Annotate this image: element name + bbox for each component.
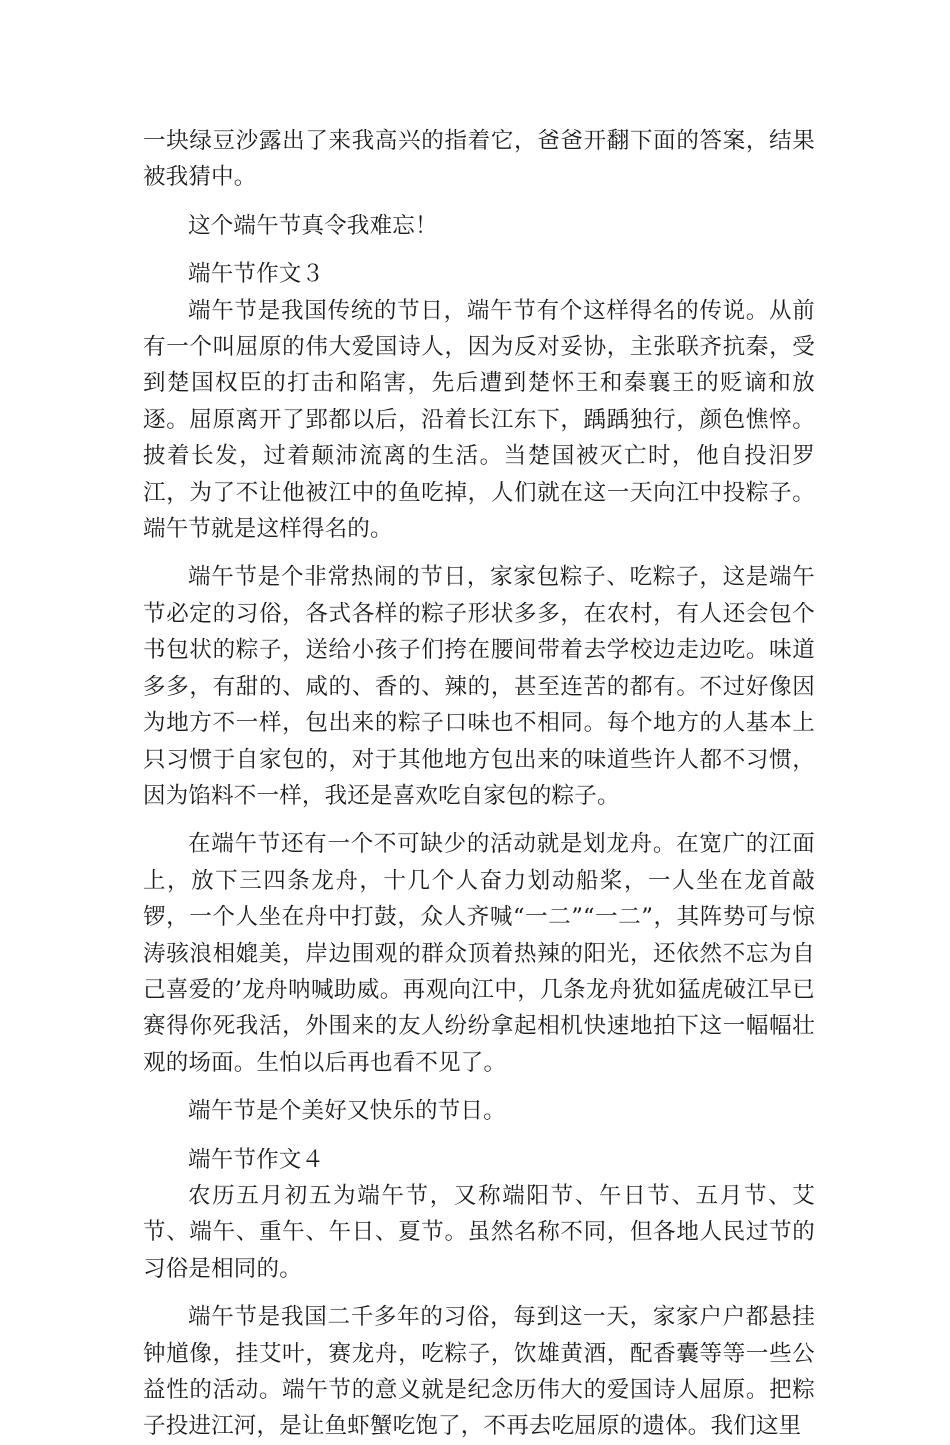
document-body bbox=[143, 123, 815, 1445]
essay-4-heading: 端午节作文４ bbox=[188, 1146, 325, 1173]
essay-3-paragraph-3: 在端午节还有一个不可缺少的活动就是划龙舟。在宽广的江面上，放下三四条龙舟，十几个人奋力划动船桨，一人坐在龙首敲锣，一个人坐在舟中打鼓，众人齐喊“一二”“一二”，其阵势可与惊涛骇浪相媲美，岸边围观的群众顶着热辣的阳光，还依然不忘为自己喜爱的’龙舟呐喊助威。再观向江中，几条龙舟犹如猛虎破江早已赛得你死我活，外围来的友人纷纷拿起相机快速地拍下这一幅幅壮观的场面。生怕以后再也看不见了。 bbox=[143, 831, 815, 1076]
essay-4-paragraph-2: 端午节是我国二千多年的习俗，每到这一天，家家户户都悬挂钟馗像，挂艾叶，赛龙舟，吃粽子，饮雄黄酒，配香囊等等一些公益性的活动。端午节的意义就是纪念历伟大的爱国诗人屈原。把粽子投进江河，是让鱼虾蟹吃饱了，不再去吃屈原的遗体。我们这里 bbox=[143, 1304, 815, 1440]
essay-3-paragraph-2: 端午节是个非常热闹的节日，家家包粽子、吃粽子，这是端午节必定的习俗，各式各样的粽子形状多多，在农村，有人还会包个书包状的粽子，送给小孩子们挎在腰间带着去学校边走边吃。味道多多，有甜的、咸的、香的、辣的，甚至连苦的都有。不过好像因为地方不一样，包出来的粽子口味也不相同。每个地方的人基本上只习惯于自家包的，对于其他地方包出来的味道些许人都不习惯，因为馅料不一样，我还是喜欢吃自家包的粽子。 bbox=[143, 564, 815, 809]
essay-4-paragraph-1: 农历五月初五为端午节，又称端阳节、午日节、五月节、艾节、端午、重午、午日、夏节。虽然名称不同，但各地人民过节的习俗是相同的。 bbox=[143, 1182, 815, 1282]
essay-3-paragraph-4: 端午节是个美好又快乐的节日。 bbox=[188, 1098, 506, 1125]
essay-3-heading: 端午节作文３ bbox=[188, 261, 325, 288]
essay-3-paragraph-1: 端午节是我国传统的节日，端午节有个这样得名的传说。从前有一个叫屈原的伟大爱国诗人，因为反对妥协，主张联齐抗秦，受到楚国权臣的打击和陷害，先后遭到楚怀王和秦襄王的贬谪和放逐。屈原离开了郢都以后，沿着长江东下，踽踽独行，颜色憔悴。披着长发，过着颠沛流离的生活。当楚国被灭亡时，他自投汨罗江，为了不让他被江中的鱼吃掉，人们就在这一天向江中投粽子。端午节就是这样得名的。 bbox=[143, 297, 815, 543]
paragraph-continuation: 一块绿豆沙露出了来我高兴的指着它，爸爸开翻下面的答案，结果被我猜中。 bbox=[143, 128, 815, 191]
paragraph-unforgettable: 这个端午节真令我难忘！ bbox=[188, 212, 438, 239]
